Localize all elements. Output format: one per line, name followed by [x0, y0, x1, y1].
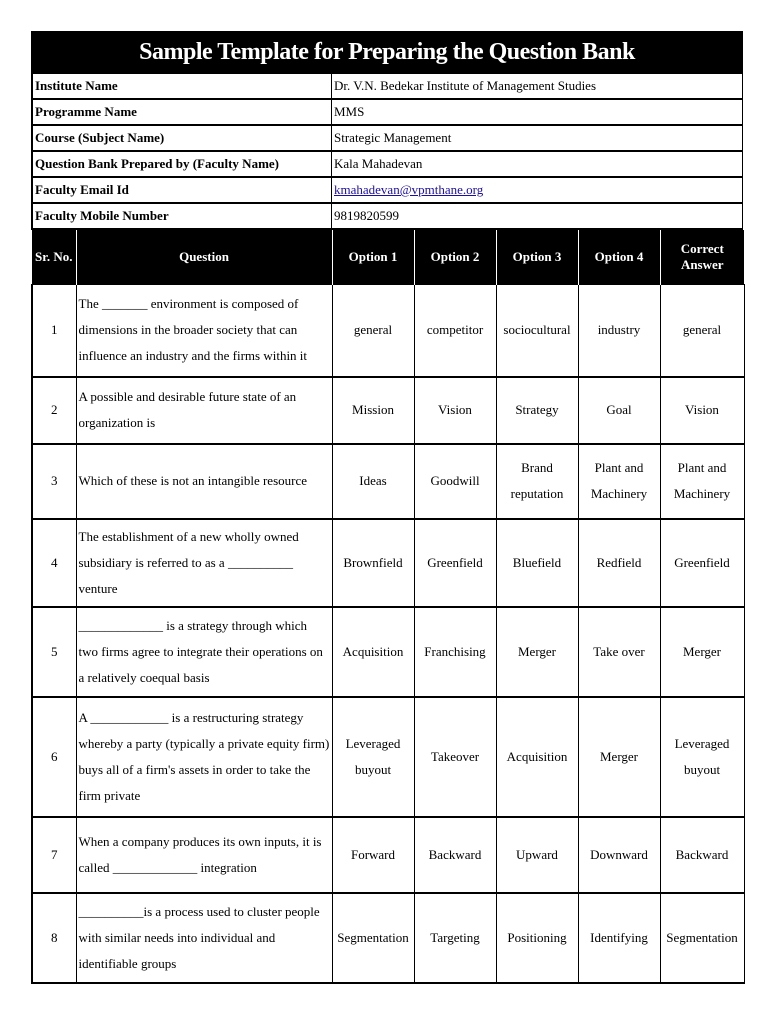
option-2-cell: Franchising: [414, 607, 496, 697]
info-label: Course (Subject Name): [32, 125, 332, 151]
info-row: [32, 74, 743, 99]
option-3-cell: Bluefield: [496, 519, 578, 607]
correct-answer-cell: Vision: [660, 377, 744, 444]
question-table: [31, 230, 745, 984]
header-correct-answer: Correct Answer: [660, 230, 744, 285]
info-value: [332, 177, 743, 203]
question-bank-sheet: [31, 31, 743, 984]
option-3-cell: Positioning: [496, 893, 578, 983]
question-cell: The _______ environment is composed of dimensions in the broader society that can influence an industry and the firms within it: [76, 285, 332, 377]
option-2-cell: Greenfield: [414, 519, 496, 607]
correct-answer-cell: Greenfield: [660, 519, 744, 607]
info-row: [32, 177, 743, 203]
question-cell: __________is a process used to cluster people with similar needs into individual and identifiable groups: [76, 893, 332, 983]
info-label: Institute Name: [32, 74, 332, 99]
info-row: [32, 151, 743, 177]
info-row: [32, 125, 743, 151]
header-option-1: Option 1: [332, 230, 414, 285]
sr-no-cell: 5: [32, 607, 76, 697]
table-row: [32, 607, 744, 697]
info-label: Faculty Mobile Number: [32, 203, 332, 229]
correct-answer-cell: Leveraged buyout: [660, 697, 744, 817]
option-1-cell: general: [332, 285, 414, 377]
sr-no-cell: 2: [32, 377, 76, 444]
option-4-cell: Take over: [578, 607, 660, 697]
correct-answer-cell: Plant and Machinery: [660, 444, 744, 519]
option-4-cell: Goal: [578, 377, 660, 444]
option-1-cell: Segmentation: [332, 893, 414, 983]
option-2-cell: Goodwill: [414, 444, 496, 519]
option-1-cell: Forward: [332, 817, 414, 893]
info-value: Strategic Management: [332, 125, 743, 151]
question-cell: A ____________ is a restructuring strategy whereby a party (typically a private equity firm) buys all of a firm's assets in order to take the firm private: [76, 697, 332, 817]
header-option-2: Option 2: [414, 230, 496, 285]
header-option-3: Option 3: [496, 230, 578, 285]
info-value: Kala Mahadevan: [332, 151, 743, 177]
option-4-cell: industry: [578, 285, 660, 377]
faculty-email-link[interactable]: kmahadevan@vpmthane.org: [334, 182, 484, 197]
info-value: MMS: [332, 99, 743, 125]
question-cell: _____________ is a strategy through which two firms agree to integrate their operations on a relatively coequal basis: [76, 607, 332, 697]
header-sr-no: Sr. No.: [32, 230, 76, 285]
option-1-cell: Ideas: [332, 444, 414, 519]
info-label: Question Bank Prepared by (Faculty Name): [32, 151, 332, 177]
header-question: Question: [76, 230, 332, 285]
option-1-cell: Acquisition: [332, 607, 414, 697]
option-3-cell: Brand reputation: [496, 444, 578, 519]
table-row: [32, 893, 744, 983]
option-3-cell: Merger: [496, 607, 578, 697]
option-4-cell: Redfield: [578, 519, 660, 607]
info-label: Faculty Email Id: [32, 177, 332, 203]
correct-answer-cell: Segmentation: [660, 893, 744, 983]
info-table: [31, 74, 743, 230]
option-4-cell: Plant and Machinery: [578, 444, 660, 519]
question-cell: The establishment of a new wholly owned subsidiary is referred to as a __________ venture: [76, 519, 332, 607]
info-value: 9819820599: [332, 203, 743, 229]
info-row: [32, 203, 743, 229]
option-4-cell: Merger: [578, 697, 660, 817]
info-row: [32, 99, 743, 125]
table-row: [32, 817, 744, 893]
option-3-cell: Acquisition: [496, 697, 578, 817]
info-label: Programme Name: [32, 99, 332, 125]
table-row: [32, 444, 744, 519]
correct-answer-cell: Backward: [660, 817, 744, 893]
info-value: Dr. V.N. Bedekar Institute of Management Studies: [332, 74, 743, 99]
option-4-cell: Identifying: [578, 893, 660, 983]
table-row: [32, 519, 744, 607]
option-2-cell: Targeting: [414, 893, 496, 983]
table-row: [32, 697, 744, 817]
question-cell: Which of these is not an intangible resource: [76, 444, 332, 519]
option-1-cell: Leveraged buyout: [332, 697, 414, 817]
table-row: [32, 377, 744, 444]
option-4-cell: Downward: [578, 817, 660, 893]
option-2-cell: Vision: [414, 377, 496, 444]
option-3-cell: Upward: [496, 817, 578, 893]
header-option-4: Option 4: [578, 230, 660, 285]
option-1-cell: Brownfield: [332, 519, 414, 607]
sr-no-cell: 4: [32, 519, 76, 607]
header-row: [32, 230, 744, 285]
sr-no-cell: 8: [32, 893, 76, 983]
sr-no-cell: 3: [32, 444, 76, 519]
option-1-cell: Mission: [332, 377, 414, 444]
option-2-cell: Takeover: [414, 697, 496, 817]
table-row: [32, 285, 744, 377]
sr-no-cell: 1: [32, 285, 76, 377]
question-cell: When a company produces its own inputs, it is called _____________ integration: [76, 817, 332, 893]
sheet-title: Sample Template for Preparing the Question Bank: [31, 31, 743, 74]
sr-no-cell: 7: [32, 817, 76, 893]
sr-no-cell: 6: [32, 697, 76, 817]
correct-answer-cell: Merger: [660, 607, 744, 697]
option-3-cell: Strategy: [496, 377, 578, 444]
option-2-cell: competitor: [414, 285, 496, 377]
correct-answer-cell: general: [660, 285, 744, 377]
question-cell: A possible and desirable future state of an organization is: [76, 377, 332, 444]
option-2-cell: Backward: [414, 817, 496, 893]
option-3-cell: sociocultural: [496, 285, 578, 377]
